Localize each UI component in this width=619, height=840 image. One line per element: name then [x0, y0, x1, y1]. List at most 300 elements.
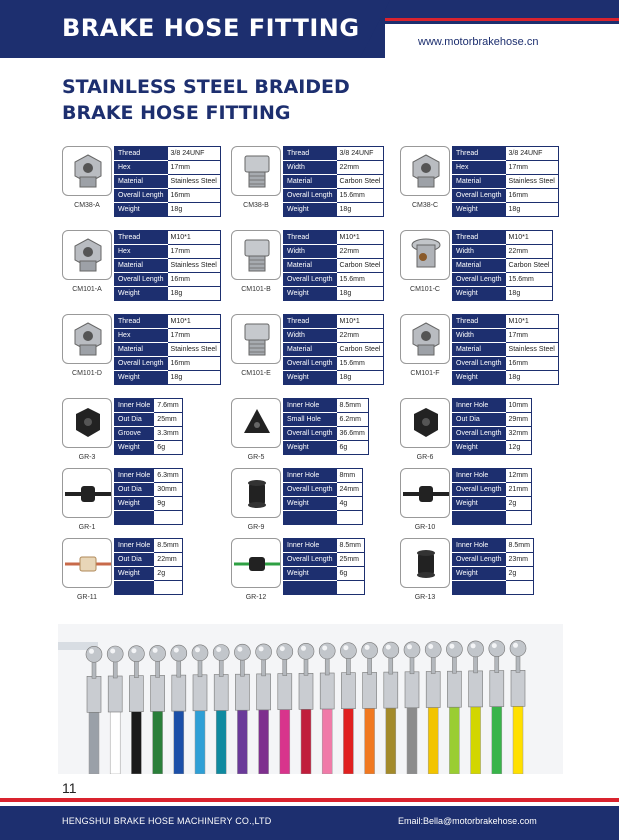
spec-key: Thread — [284, 315, 337, 329]
spec-value: 18g — [505, 203, 558, 217]
hose-5 — [171, 645, 187, 774]
spec-row — [115, 161, 221, 175]
spec-row — [453, 287, 553, 301]
spec-key: Weight — [284, 371, 337, 385]
spec-value: 18g — [505, 371, 558, 385]
spec-key — [284, 581, 337, 595]
spec-row — [115, 539, 183, 553]
spec-table — [114, 538, 183, 595]
hose-19 — [468, 641, 484, 774]
spec-row — [453, 483, 532, 497]
hose-15 — [383, 642, 399, 774]
spec-row — [115, 231, 221, 245]
spec-key: Thread — [453, 315, 506, 329]
spec-row — [284, 553, 365, 567]
product-thumbnail — [62, 398, 112, 448]
spec-key: Weight — [284, 203, 337, 217]
spec-key: Weight — [453, 497, 506, 511]
spec-value: 17mm — [167, 245, 220, 259]
spec-key: Thread — [115, 315, 168, 329]
spec-key: Width — [453, 245, 506, 259]
spec-key — [115, 581, 154, 595]
spec-row — [115, 189, 221, 203]
spec-key: Inner Hole — [115, 399, 154, 413]
spec-key: Material — [115, 259, 168, 273]
spec-value: 18g — [167, 203, 220, 217]
spec-table — [452, 314, 559, 385]
spec-value: 16mm — [167, 273, 220, 287]
spec-row — [115, 357, 221, 371]
spec-row — [115, 497, 183, 511]
hose-6 — [192, 645, 208, 774]
spec-value: 18g — [505, 287, 553, 301]
threaded-fitting-icon — [232, 231, 282, 281]
spec-key: Thread — [453, 231, 506, 245]
spec-value: 22mm — [336, 161, 384, 175]
spec-value: 6g — [336, 441, 368, 455]
spec-row — [284, 329, 384, 343]
hose-9 — [256, 644, 272, 774]
product-thumbnail — [231, 146, 281, 196]
page-number: 11 — [62, 780, 77, 796]
spec-value: M10*1 — [505, 315, 558, 329]
spec-key: Weight — [284, 287, 337, 301]
spec-key: Overall Length — [115, 273, 168, 287]
hose-4 — [150, 645, 166, 774]
spec-value: 15.6mm — [336, 357, 384, 371]
triangle-grommet-icon — [232, 399, 282, 449]
spec-row — [284, 147, 384, 161]
footer-company: HENGSHUI BRAKE HOSE MACHINERY CO.,LTD — [62, 816, 272, 826]
spec-row — [453, 259, 553, 273]
spec-value: 17mm — [505, 161, 558, 175]
spec-key: Inner Hole — [115, 539, 154, 553]
spec-row — [284, 497, 363, 511]
hose-grommet-icon — [63, 469, 113, 519]
spec-key: Weight — [284, 441, 337, 455]
spec-value: 32mm — [505, 427, 531, 441]
spec-value: 3.3mm — [154, 427, 182, 441]
spec-key: Inner Hole — [453, 539, 506, 553]
product-thumbnail — [231, 538, 281, 588]
spec-row — [453, 147, 559, 161]
spec-value: 4g — [336, 497, 362, 511]
spec-key: Overall Length — [453, 483, 506, 497]
spec-key: Overall Length — [115, 357, 168, 371]
spec-table — [452, 398, 532, 455]
spec-key: Material — [115, 343, 168, 357]
spec-value: 30mm — [154, 483, 182, 497]
product-thumbnail — [231, 230, 281, 280]
spec-row — [115, 329, 221, 343]
spec-value: 2g — [154, 567, 182, 581]
page-title-line1: STAINLESS STEEL BRAIDED — [62, 76, 350, 98]
spec-table — [452, 538, 534, 595]
spec-value: 18g — [336, 371, 384, 385]
spec-key: Weight — [115, 203, 168, 217]
header-band — [0, 0, 619, 58]
spec-key: Hex — [115, 245, 168, 259]
spec-table — [283, 398, 369, 455]
product-thumbnail — [62, 146, 112, 196]
spec-value — [336, 511, 362, 525]
hex-nut-fitting-icon — [401, 315, 451, 365]
product-code: GR-5 — [247, 454, 265, 461]
spec-row — [453, 553, 534, 567]
spec-key: Overall Length — [115, 189, 168, 203]
spec-row — [284, 371, 384, 385]
spec-table — [114, 314, 221, 385]
product-code: GR-13 — [414, 594, 436, 601]
spec-row — [453, 371, 559, 385]
spec-row — [453, 357, 559, 371]
braided-brake-hoses-photo — [58, 624, 563, 774]
spec-value: 25mm — [336, 553, 364, 567]
spec-row — [453, 427, 532, 441]
spec-row — [453, 497, 532, 511]
spec-key: Weight — [115, 567, 154, 581]
spec-key: Inner Hole — [453, 399, 506, 413]
spec-value: Stainless Steel — [505, 175, 558, 189]
spec-value: Carbon Steel — [336, 259, 384, 273]
spec-value: 7.6mm — [154, 399, 182, 413]
product-thumbnail — [400, 468, 450, 518]
spec-row — [115, 567, 183, 581]
spec-value — [505, 581, 533, 595]
spec-key: Out Dia — [453, 413, 506, 427]
flange-fitting-icon — [401, 231, 451, 281]
spec-key: Material — [453, 259, 506, 273]
footer-email[interactable]: Email:Bella@motorbrakehose.com — [398, 816, 537, 826]
spec-row — [453, 511, 532, 525]
spec-row — [115, 399, 183, 413]
hose-16 — [404, 642, 420, 774]
spec-key: Hex — [115, 329, 168, 343]
spec-table — [452, 230, 553, 301]
spec-key: Weight — [284, 567, 337, 581]
spec-value: 16mm — [167, 357, 220, 371]
spec-key: Out Dia — [115, 483, 154, 497]
spec-value: 15.6mm — [336, 189, 384, 203]
spec-key — [453, 511, 506, 525]
product-code: GR-12 — [245, 594, 267, 601]
spec-row — [115, 553, 183, 567]
spec-row — [284, 287, 384, 301]
spec-key: Overall Length — [453, 273, 506, 287]
spec-row — [453, 329, 559, 343]
spec-row — [284, 581, 365, 595]
spec-row — [115, 483, 183, 497]
hose-18 — [446, 641, 462, 774]
spec-row — [284, 315, 384, 329]
spec-value — [154, 581, 182, 595]
product-thumbnail — [231, 398, 281, 448]
rubber-grommet-icon — [63, 399, 113, 449]
spec-key: Hex — [453, 161, 506, 175]
header-url[interactable]: www.motorbrakehose.cn — [418, 36, 539, 48]
spec-key: Width — [284, 245, 337, 259]
spec-row — [115, 287, 221, 301]
hose-20 — [489, 641, 505, 774]
spec-row — [115, 259, 221, 273]
spec-row — [453, 189, 559, 203]
hex-nut-fitting-icon — [63, 231, 113, 281]
product-thumbnail — [400, 398, 450, 448]
spec-row — [115, 343, 221, 357]
spec-row — [115, 147, 221, 161]
header-red-line — [385, 18, 619, 21]
spec-table — [452, 468, 532, 525]
spec-key: Overall Length — [284, 273, 337, 287]
spec-row — [453, 273, 553, 287]
spec-row — [453, 469, 532, 483]
hose-2 — [107, 646, 123, 774]
hose-13 — [340, 643, 356, 774]
threaded-fitting-icon — [232, 147, 282, 197]
product-thumbnail — [62, 314, 112, 364]
product-thumbnail — [231, 314, 281, 364]
spec-row — [453, 581, 534, 595]
spec-table — [114, 146, 221, 217]
spec-key: Overall Length — [453, 553, 506, 567]
hose-10 — [277, 644, 293, 774]
spec-key: Material — [115, 175, 168, 189]
spec-row — [115, 413, 183, 427]
spec-key: Weight — [115, 371, 168, 385]
spec-value: Stainless Steel — [167, 259, 220, 273]
product-thumbnail — [231, 468, 281, 518]
spec-key: Thread — [284, 231, 337, 245]
hose-3 — [128, 646, 144, 774]
hose-14 — [362, 642, 378, 774]
spec-value: 18g — [167, 371, 220, 385]
spec-value: 6.2mm — [336, 413, 368, 427]
product-code: GR-10 — [414, 524, 436, 531]
spec-value: Stainless Steel — [167, 175, 220, 189]
spec-key: Material — [284, 175, 337, 189]
spec-table — [283, 538, 365, 595]
spec-row — [115, 203, 221, 217]
spec-value: 6g — [336, 567, 364, 581]
product-thumbnail — [62, 538, 112, 588]
spec-value: 2g — [505, 567, 533, 581]
spec-row — [284, 427, 369, 441]
spec-value: 3/8 24UNF — [336, 147, 384, 161]
hose-7 — [213, 645, 229, 775]
product-code: CM101-C — [410, 286, 440, 293]
spec-value: 22mm — [336, 329, 384, 343]
spec-table — [283, 230, 384, 301]
spec-row — [115, 315, 221, 329]
spec-row — [284, 273, 384, 287]
spec-key — [453, 581, 506, 595]
spec-key: Small Hole — [284, 413, 337, 427]
page-title-line2: BRAKE HOSE FITTING — [62, 102, 291, 124]
rubber-sleeve-icon — [232, 469, 282, 519]
spec-row — [284, 189, 384, 203]
spec-key: Overall Length — [284, 483, 337, 497]
spec-row — [115, 581, 183, 595]
spec-row — [115, 427, 183, 441]
spec-key: Overall Length — [453, 427, 506, 441]
product-code: CM101-D — [72, 370, 102, 377]
spec-value: 6g — [154, 441, 182, 455]
product-code: GR-9 — [247, 524, 265, 531]
spec-key: Thread — [453, 147, 506, 161]
spec-value: Stainless Steel — [167, 343, 220, 357]
spec-value: 8.5mm — [505, 539, 533, 553]
spec-table — [114, 398, 183, 455]
product-code: GR-6 — [416, 454, 434, 461]
spec-value: Carbon Steel — [505, 259, 553, 273]
spec-value: Stainless Steel — [505, 343, 558, 357]
spec-row — [453, 203, 559, 217]
spec-value: 17mm — [167, 161, 220, 175]
product-code: CM38-A — [74, 202, 100, 209]
spec-value: 12g — [505, 441, 531, 455]
spec-row — [284, 469, 363, 483]
spec-key: Inner Hole — [284, 539, 337, 553]
spec-value: 36.6mm — [336, 427, 368, 441]
spec-value: 22mm — [336, 245, 384, 259]
spec-key: Overall Length — [284, 189, 337, 203]
spec-key: Inner Hole — [284, 469, 337, 483]
rubber-grommet-icon — [401, 399, 451, 449]
spec-value: 17mm — [167, 329, 220, 343]
spec-key: Width — [284, 161, 337, 175]
spec-key: Out Dia — [115, 413, 154, 427]
spec-value: 23mm — [505, 553, 533, 567]
spec-row — [284, 231, 384, 245]
spec-value: 8.5mm — [154, 539, 182, 553]
spec-value: 15.6mm — [336, 273, 384, 287]
hose-11 — [298, 643, 314, 774]
product-code: CM101-F — [410, 370, 440, 377]
spec-table — [114, 468, 183, 525]
spec-value: 18g — [336, 203, 384, 217]
spec-row — [284, 511, 363, 525]
spec-value: M10*1 — [167, 315, 220, 329]
spec-key: Weight — [453, 567, 506, 581]
spec-key: Weight — [115, 497, 154, 511]
spec-row — [453, 175, 559, 189]
spec-key: Inner Hole — [284, 399, 337, 413]
spec-key: Inner Hole — [453, 469, 506, 483]
spec-row — [453, 567, 534, 581]
hex-nut-fitting-icon — [401, 147, 451, 197]
spec-table — [452, 146, 559, 217]
green-hose-sleeve-icon — [232, 539, 282, 589]
hose-1 — [86, 646, 102, 774]
spec-key: Overall Length — [284, 553, 337, 567]
hex-nut-fitting-icon — [63, 147, 113, 197]
spec-row — [453, 245, 553, 259]
spec-value: 12mm — [505, 469, 531, 483]
spec-row — [284, 161, 384, 175]
spec-value: 21mm — [505, 483, 531, 497]
spec-row — [284, 413, 369, 427]
product-code: GR-3 — [78, 454, 96, 461]
spec-value: 22mm — [154, 553, 182, 567]
hex-nut-fitting-icon — [63, 315, 113, 365]
spec-key: Material — [284, 343, 337, 357]
spec-key: Weight — [115, 441, 154, 455]
spec-row — [453, 399, 532, 413]
spec-key: Out Dia — [115, 553, 154, 567]
spec-value: 16mm — [167, 189, 220, 203]
spec-row — [284, 203, 384, 217]
hose-21 — [510, 640, 526, 774]
spec-key: Groove — [115, 427, 154, 441]
spec-value: 29mm — [505, 413, 531, 427]
spec-value: 22mm — [505, 245, 553, 259]
spec-row — [453, 343, 559, 357]
spec-table — [114, 230, 221, 301]
product-code: GR-1 — [78, 524, 96, 531]
spec-row — [284, 441, 369, 455]
spec-value — [154, 511, 182, 525]
spec-row — [284, 245, 384, 259]
spec-value: 25mm — [154, 413, 182, 427]
spec-row — [284, 175, 384, 189]
spec-value: 15.6mm — [505, 273, 553, 287]
spec-table — [283, 314, 384, 385]
spec-value: Carbon Steel — [336, 343, 384, 357]
spec-value — [505, 511, 531, 525]
spec-key: Weight — [453, 371, 506, 385]
spec-key: Overall Length — [453, 357, 506, 371]
spec-row — [284, 483, 363, 497]
spec-key: Weight — [453, 441, 506, 455]
spec-value: 17mm — [505, 329, 558, 343]
footer-red-line — [0, 798, 619, 802]
spec-value: 6.3mm — [154, 469, 182, 483]
spec-row — [115, 469, 183, 483]
spec-key: Weight — [284, 497, 337, 511]
hose-sleeve-icon — [63, 539, 113, 589]
spec-value: 16mm — [505, 189, 558, 203]
spec-key: Material — [453, 175, 506, 189]
spec-key: Weight — [453, 203, 506, 217]
spec-key: Overall Length — [453, 189, 506, 203]
product-thumbnail — [400, 538, 450, 588]
spec-key: Width — [453, 329, 506, 343]
spec-value: 8.5mm — [336, 399, 368, 413]
spec-row — [115, 245, 221, 259]
product-code: CM101-A — [72, 286, 102, 293]
spec-row — [115, 371, 221, 385]
spec-row — [115, 441, 183, 455]
header-title: BRAKE HOSE FITTING — [62, 14, 360, 42]
spec-key — [284, 511, 337, 525]
spec-key: Overall Length — [284, 357, 337, 371]
spec-value: 8mm — [336, 469, 362, 483]
spec-value: 10mm — [505, 399, 531, 413]
spec-row — [453, 315, 559, 329]
threaded-fitting-icon — [232, 315, 282, 365]
spec-key — [115, 511, 154, 525]
product-code: CM38-B — [243, 202, 269, 209]
spec-row — [453, 231, 553, 245]
rubber-sleeve-icon — [401, 539, 451, 589]
spec-row — [284, 259, 384, 273]
spec-key: Thread — [115, 231, 168, 245]
spec-table — [283, 468, 363, 525]
spec-value: M10*1 — [336, 315, 384, 329]
hose-grommet-icon — [401, 469, 451, 519]
spec-value: 9g — [154, 497, 182, 511]
spec-key: Weight — [453, 287, 506, 301]
